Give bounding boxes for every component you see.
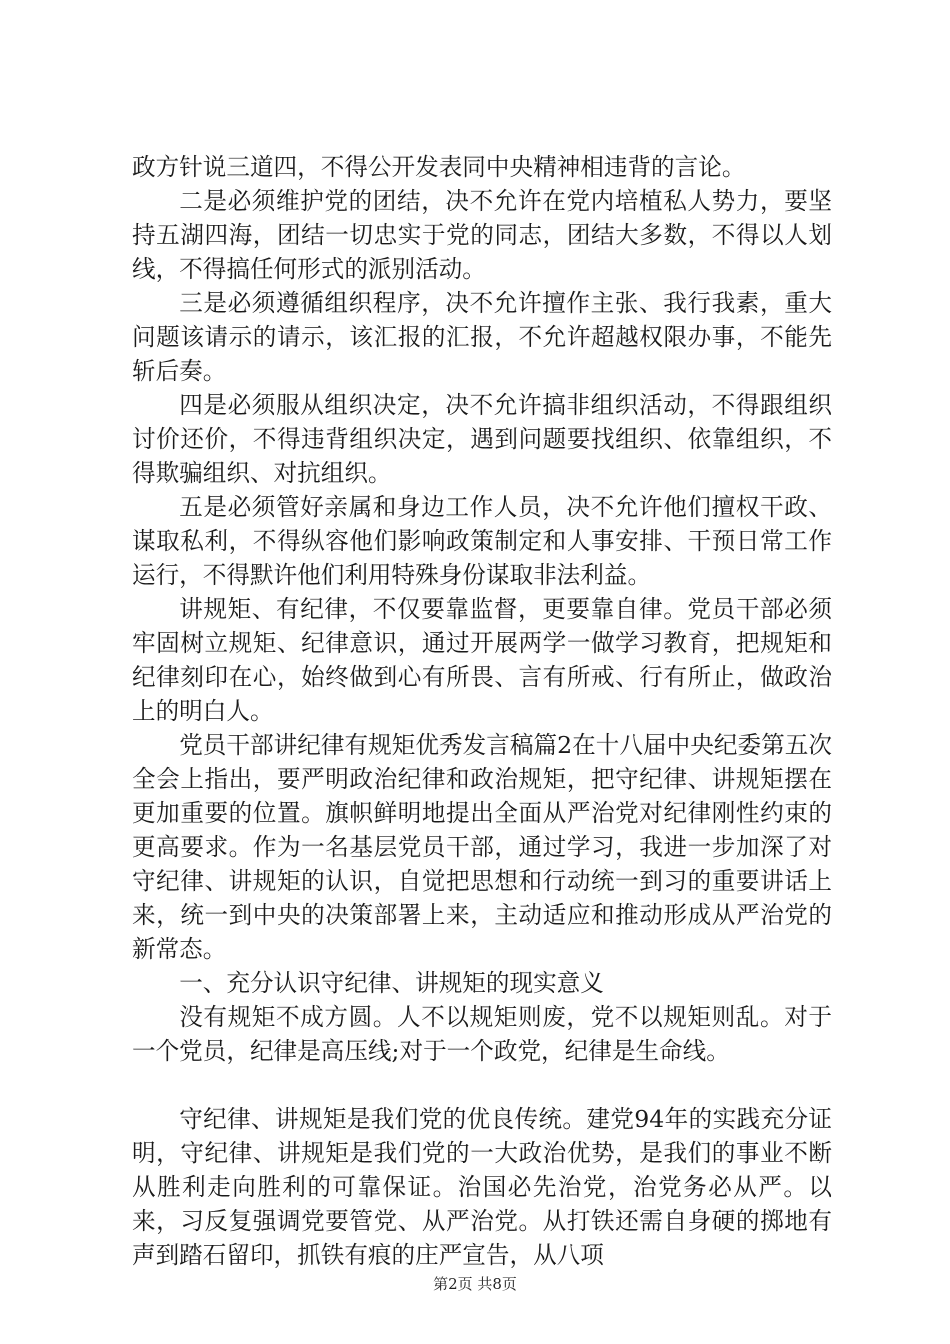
paragraph-continuation: 政方针说三道四，不得公开发表同中央精神相违背的言论。 <box>132 153 746 181</box>
paragraph-rules: 没有规矩不成方圆。人不以规矩则废，党不以规矩则乱。对于一个党员，纪律是高压线;对于一个政党，纪律是生命线。 <box>132 1003 832 1065</box>
paragraph-point-two: 二是必须维护党的团结，决不允许在党内培植私人势力，要坚持五湖四海，团结一切忠实于党的同志，团结大多数，不得以人划线，不得搞任何形式的派别活动。 <box>132 187 832 283</box>
paragraph-point-three: 三是必须遵循组织程序，决不允许擅作主张、我行我素，重大问题该请示的请示，该汇报的汇报，不允许超越权限办事，不能先斩后奏。 <box>132 289 832 385</box>
paragraph-point-five: 五是必须管好亲属和身边工作人员，决不允许他们擅权干政、谋取私利，不得纵容他们影响政策制定和人事安排、干预日常工作运行，不得默许他们利用特殊身份谋取非法利益。 <box>132 493 832 589</box>
paragraph-tradition: 守纪律、讲规矩是我们党的优良传统。建党94年的实践充分证明，守纪律、讲规矩是我们党的一大政治优势，是我们的事业不断从胜利走向胜利的可靠保证。治国必先治党，治党务必从严。以来，习反复强调党要管党、从严治党。从打铁还需自身硬的掷地有声到踏石留印，抓铁有痕的庄严宣告，从八项 <box>132 1105 832 1269</box>
page-number: 第2页 共8页 <box>433 1275 517 1293</box>
paragraph-speech-two: 党员干部讲纪律有规矩优秀发言稿篇2在十八届中央纪委第五次全会上指出，要严明政治纪律和政治规矩，把守纪律、讲规矩摆在更加重要的位置。旗帜鲜明地提出全面从严治党对纪律刚性约束的更高要求。作为一名基层党员干部，通过学习，我进一步加深了对守纪律、讲规矩的认识，自觉把思想和行动统一到习的重要讲话上来，统一到中央的决策部署上来，主动适应和推动形成从严治党的新常态。 <box>132 731 832 963</box>
paragraph-point-four: 四是必须服从组织决定，决不允许搞非组织活动，不得跟组织讨价还价，不得违背组织决定，遇到问题要找组织、依靠组织，不得欺骗组织、对抗组织。 <box>132 391 832 487</box>
paragraph-self-discipline: 讲规矩、有纪律，不仅要靠监督，更要靠自律。党员干部必须牢固树立规矩、纪律意识，通过开展两学一做学习教育，把规矩和纪律刻印在心，始终做到心有所畏、言有所戒、行有所止，做政治上的明白人。 <box>132 595 832 725</box>
section-heading-one: 一、充分认识守纪律、讲规矩的现实意义 <box>179 969 604 997</box>
document-body <box>132 150 832 1272</box>
